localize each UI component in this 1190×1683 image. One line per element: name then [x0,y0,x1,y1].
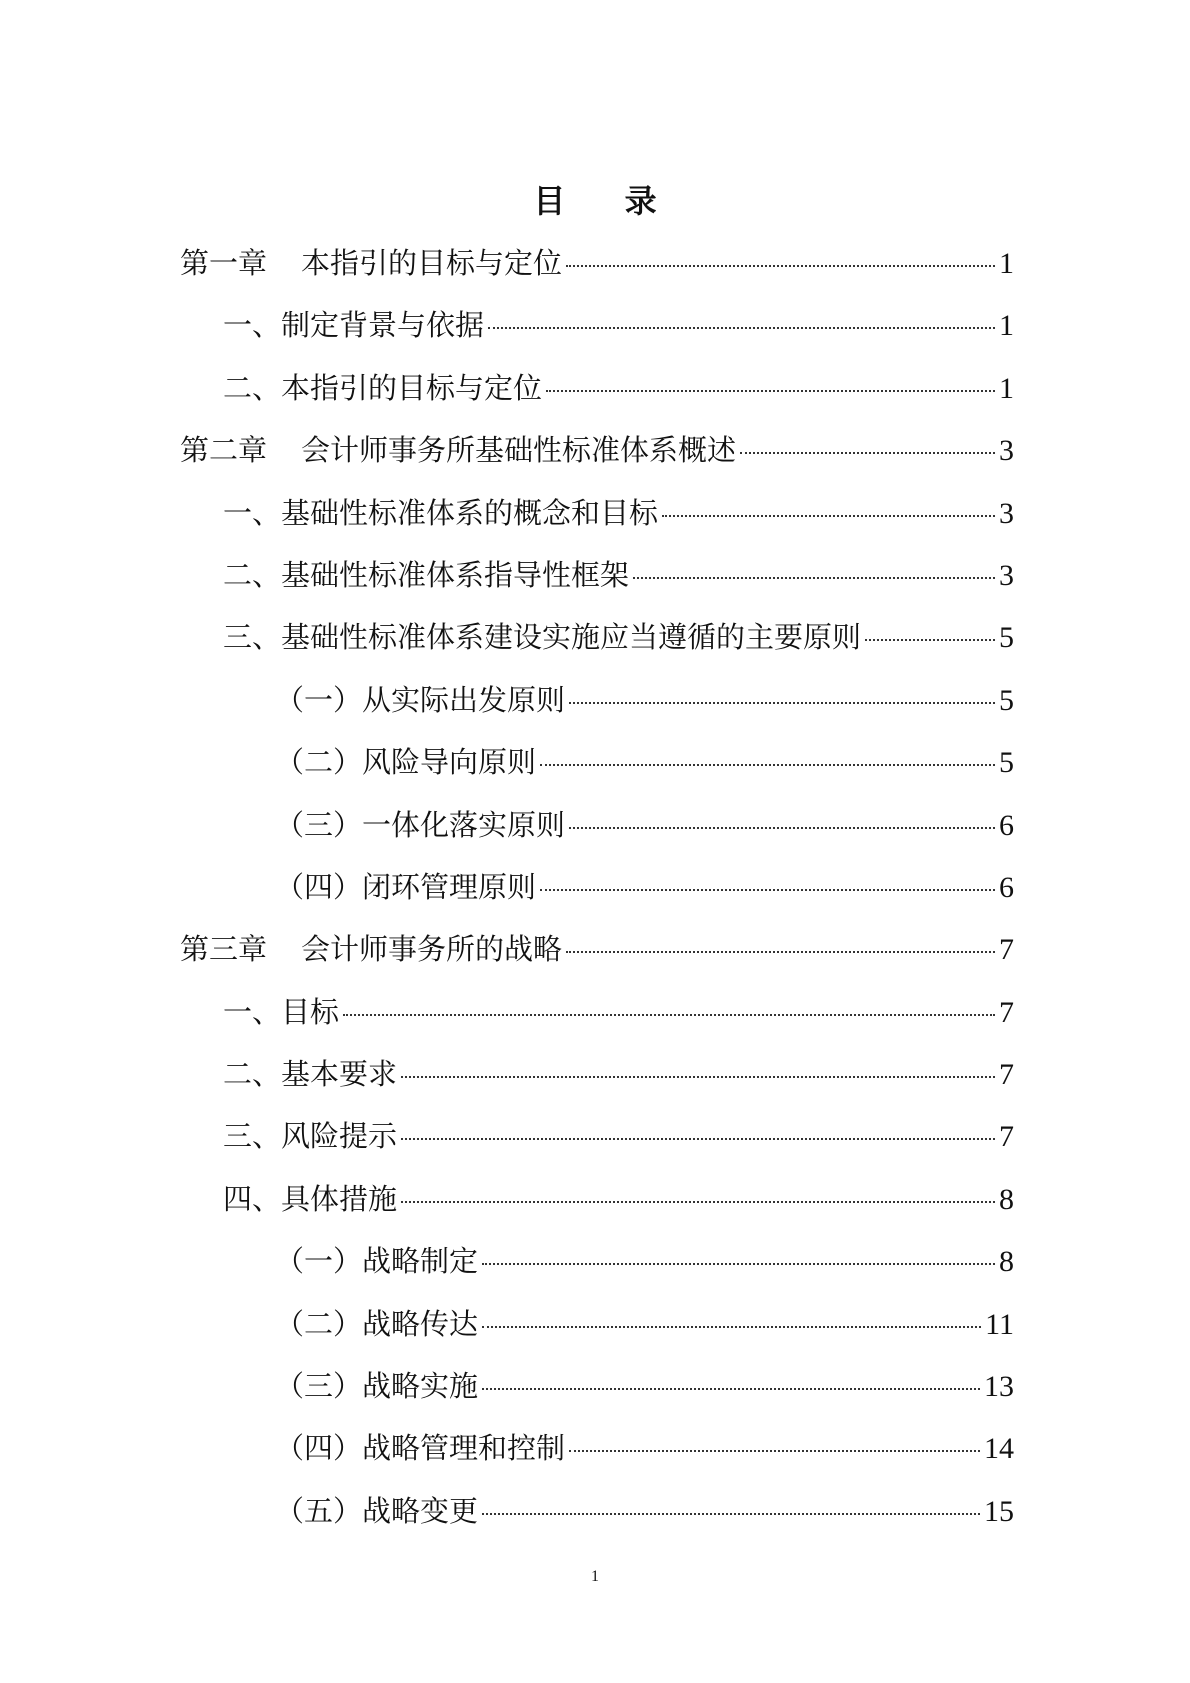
toc-entry[interactable] [180,1480,1014,1542]
toc-page-number: 5 [999,621,1014,655]
toc-page-number: 13 [984,1370,1014,1404]
toc-entry-text: （四）战略管理和控制 [275,1431,566,1466]
dot-leader [566,951,995,953]
dot-leader [401,1076,995,1078]
toc-entry-text: （一）从实际出发原则 [275,682,566,717]
toc-page-number: 7 [999,995,1014,1029]
toc-entry-label [223,981,339,1043]
toc-page-number: 6 [999,870,1014,904]
toc-entry[interactable] [180,232,1014,294]
dot-leader [401,1138,995,1140]
toc-entry-label [223,1105,397,1167]
toc-page-number: 8 [999,1245,1014,1279]
toc-entry[interactable] [180,1105,1014,1167]
toc-page-number: 5 [999,683,1014,717]
toc-entry-label [180,419,736,481]
toc-entry-label [275,1293,478,1355]
toc-entry-label [180,232,562,294]
toc-entry-label [223,544,629,606]
toc-entry[interactable] [180,606,1014,668]
toc-entry[interactable] [180,731,1014,793]
toc-page-number: 7 [999,933,1014,967]
dot-leader [569,702,995,704]
toc-page-number: 1 [999,247,1014,280]
toc-entry-label [223,606,861,668]
toc-entry-text: （四）闭环管理原则 [275,869,537,904]
toc-entry-text: （一）战略制定 [275,1244,479,1279]
dot-leader [569,827,995,829]
toc-page-number: 1 [999,309,1014,343]
toc-page-number: 8 [999,1182,1014,1216]
toc-entry[interactable] [180,1293,1014,1355]
dot-leader [482,1388,980,1390]
toc-entry-label [275,1230,478,1292]
dot-leader [865,639,995,641]
dot-leader [633,577,995,579]
toc-entry[interactable] [180,357,1014,419]
toc-entry-label [275,1480,478,1542]
toc-title: 目 录 [533,182,681,220]
toc-entry-label [275,794,565,856]
toc-entry-text: 会计师事务所基础性标准体系概述 [301,433,737,468]
toc-page-number: 11 [985,1307,1014,1341]
toc-entry[interactable] [180,294,1014,356]
toc-entry[interactable] [180,1230,1014,1292]
toc-page-number: 14 [984,1432,1014,1466]
toc-entry-text: 二、基础性标准体系指导性框架 [223,557,630,592]
toc-entry-text: （三）战略实施 [275,1369,479,1404]
toc-chapter-number: 第二章 [180,433,268,468]
toc-entry[interactable] [180,794,1014,856]
toc-entry[interactable] [180,1168,1014,1230]
toc-entry-label [223,482,658,544]
toc-entry-text: 四、具体措施 [223,1181,398,1216]
dot-leader [488,327,995,329]
toc-entry-label [180,918,562,980]
dot-leader [740,452,995,454]
toc-page-number: 15 [984,1494,1014,1528]
toc-entry[interactable] [180,544,1014,606]
toc-page-number: 5 [999,746,1014,780]
toc-entry-text: 二、基本要求 [223,1057,398,1092]
toc-entry-text: （五）战略变更 [275,1493,479,1528]
toc-entry-text: （二）风险导向原则 [275,745,537,780]
dot-leader [482,1326,981,1328]
table-of-contents [180,232,1014,1542]
toc-entry-text: 三、基础性标准体系建设实施应当遵循的主要原则 [223,620,862,655]
toc-entry[interactable] [180,1355,1014,1417]
dot-leader [540,889,995,891]
toc-entry[interactable] [180,1417,1014,1479]
dot-leader [401,1201,995,1203]
toc-entry-text: 一、制定背景与依据 [223,308,485,343]
dot-leader [546,390,995,392]
toc-entry[interactable] [180,482,1014,544]
toc-entry-text: （二）战略传达 [275,1306,479,1341]
toc-entry-text: 二、本指引的目标与定位 [223,370,543,405]
toc-entry-label [275,856,536,918]
toc-page-number: 3 [999,496,1014,530]
dot-leader [540,764,995,766]
toc-entry[interactable] [180,856,1014,918]
dot-leader [569,1450,980,1452]
toc-entry-label [223,1168,397,1230]
toc-entry-label [223,1043,397,1105]
toc-page-number: 6 [999,808,1014,842]
toc-page-number: 3 [999,434,1014,468]
toc-chapter-number: 第三章 [180,932,268,967]
toc-page-number: 1 [999,371,1014,405]
page-number: 1 [591,1568,599,1585]
dot-leader [566,265,995,267]
dot-leader [662,515,995,517]
toc-page-number: 7 [999,1058,1014,1092]
toc-entry-label [275,669,565,731]
toc-entry-label [223,294,484,356]
toc-entry-text: 三、风险提示 [223,1119,398,1154]
toc-page-number: 7 [999,1120,1014,1154]
toc-entry-label [223,357,542,419]
toc-entry-text: 本指引的目标与定位 [301,246,563,280]
toc-entry-text: 会计师事务所的战略 [301,932,563,967]
toc-entry-label [275,1417,565,1479]
dot-leader [482,1513,980,1515]
toc-entry-text: （三）一体化落实原则 [275,807,566,842]
dot-leader [482,1263,995,1265]
toc-entry[interactable] [180,669,1014,731]
toc-chapter-number: 第一章 [180,246,268,280]
toc-entry[interactable] [180,918,1014,980]
toc-entry[interactable] [180,981,1014,1043]
toc-entry[interactable] [180,1043,1014,1105]
toc-page-number: 3 [999,558,1014,592]
toc-entry-label [275,731,536,793]
toc-entry-text: 一、基础性标准体系的概念和目标 [223,495,659,530]
toc-entry-label [275,1355,478,1417]
toc-entry-text: 一、目标 [223,994,340,1029]
dot-leader [343,1014,995,1016]
toc-entry[interactable] [180,419,1014,481]
